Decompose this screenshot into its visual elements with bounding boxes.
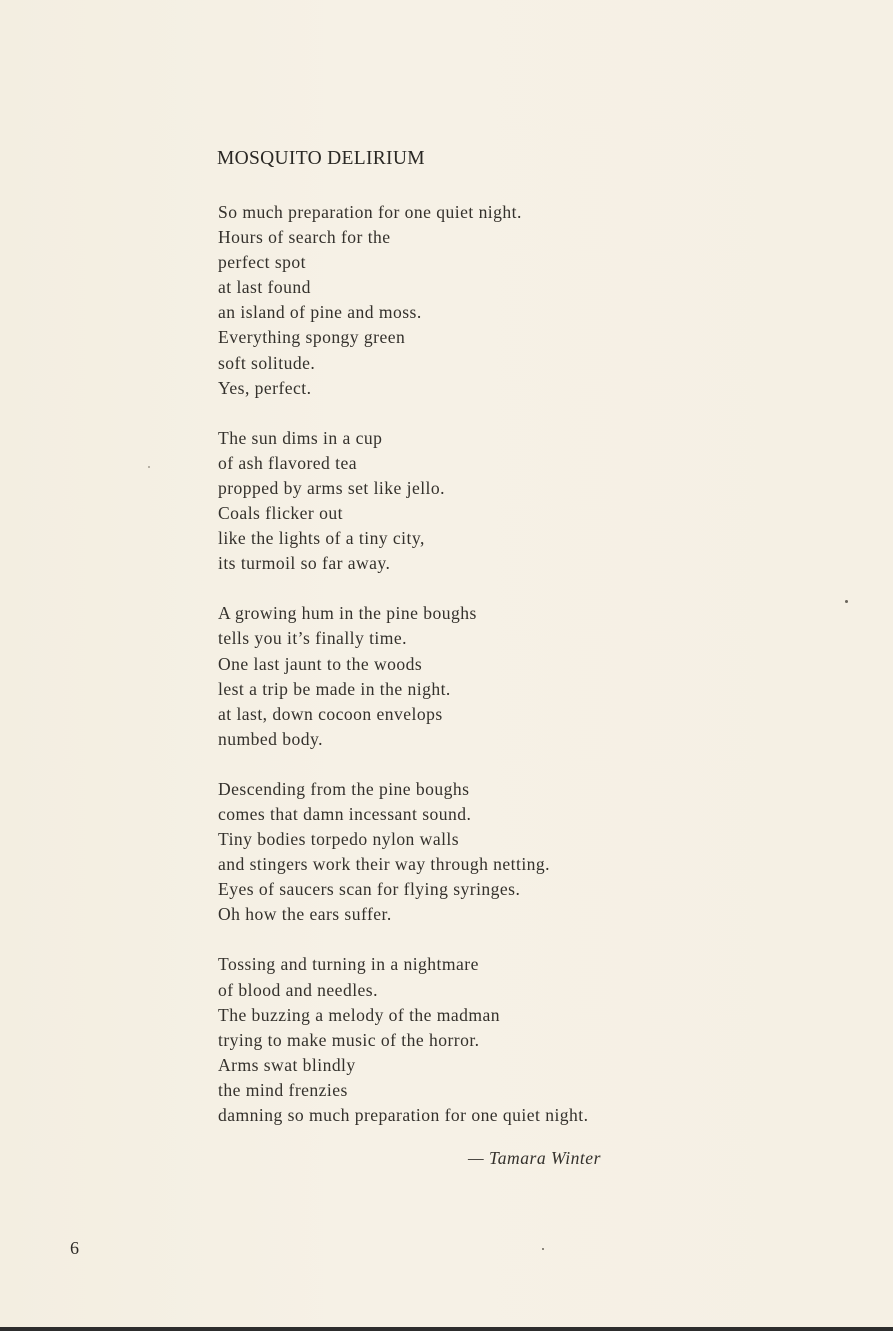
poem-line: Arms swat blindly (218, 1054, 356, 1075)
stanza (218, 426, 588, 577)
poem-line: Hours of search for the (218, 227, 391, 248)
poem-line: an island of pine and moss. (218, 302, 422, 323)
page-number: 6 (70, 1238, 79, 1258)
page-edge-rule (0, 1327, 893, 1331)
poem-line: like the lights of a tiny city, (218, 528, 425, 549)
stanza (218, 952, 588, 1128)
stanza (218, 601, 588, 752)
poem-line: at last found (218, 277, 311, 298)
poem-line: damning so much preparation for one quiet night. (218, 1105, 589, 1125)
poem-line: So much preparation for one quiet night. (218, 202, 522, 222)
paper-speck (148, 466, 150, 468)
poem-line: of blood and needles. (218, 979, 378, 1000)
poem-line: Tossing and turning in a nightmare (218, 954, 479, 975)
poem-line: soft solitude. (218, 352, 316, 373)
poem-line: the mind frenzies (218, 1079, 348, 1100)
poem-line: Coals flicker out (218, 503, 343, 524)
poem-line: numbed body. (218, 728, 323, 749)
poem-line: perfect spot (218, 252, 306, 273)
poem-line: Tiny bodies torpedo nylon walls (218, 829, 460, 850)
poem-line: One last jaunt to the woods (218, 653, 423, 674)
poem-line: The buzzing a melody of the madman (218, 1004, 501, 1025)
poem-author: — Tamara Winter (468, 1148, 601, 1168)
poem-body (218, 200, 588, 1153)
paper-speck (542, 1248, 544, 1250)
poem-line: The sun dims in a cup (218, 427, 383, 448)
paper-speck (845, 600, 848, 603)
poem-line: and stingers work their way through netting. (218, 854, 551, 875)
poem-line: Everything spongy green (218, 327, 406, 348)
poem-line: lest a trip be made in the night. (218, 678, 451, 699)
poem-line: propped by arms set like jello. (218, 477, 445, 498)
poem-title: MOSQUITO DELIRIUM (217, 148, 425, 169)
poem-line: of ash flavored tea (218, 452, 357, 473)
stanza (218, 777, 588, 928)
poem-line: Descending from the pine boughs (218, 778, 470, 799)
stanza (218, 200, 588, 401)
poem-line: Yes, perfect. (218, 377, 312, 398)
poem-line: tells you it’s finally time. (218, 628, 408, 649)
poem-line: trying to make music of the horror. (218, 1029, 480, 1050)
poem-line: A growing hum in the pine boughs (218, 603, 477, 624)
poem-line: Eyes of saucers scan for flying syringes. (218, 879, 521, 900)
poem-line: at last, down cocoon envelops (218, 703, 443, 724)
poem-line: comes that damn incessant sound. (218, 803, 472, 824)
poem-line: its turmoil so far away. (218, 553, 391, 574)
poem-line: Oh how the ears suffer. (218, 904, 392, 925)
